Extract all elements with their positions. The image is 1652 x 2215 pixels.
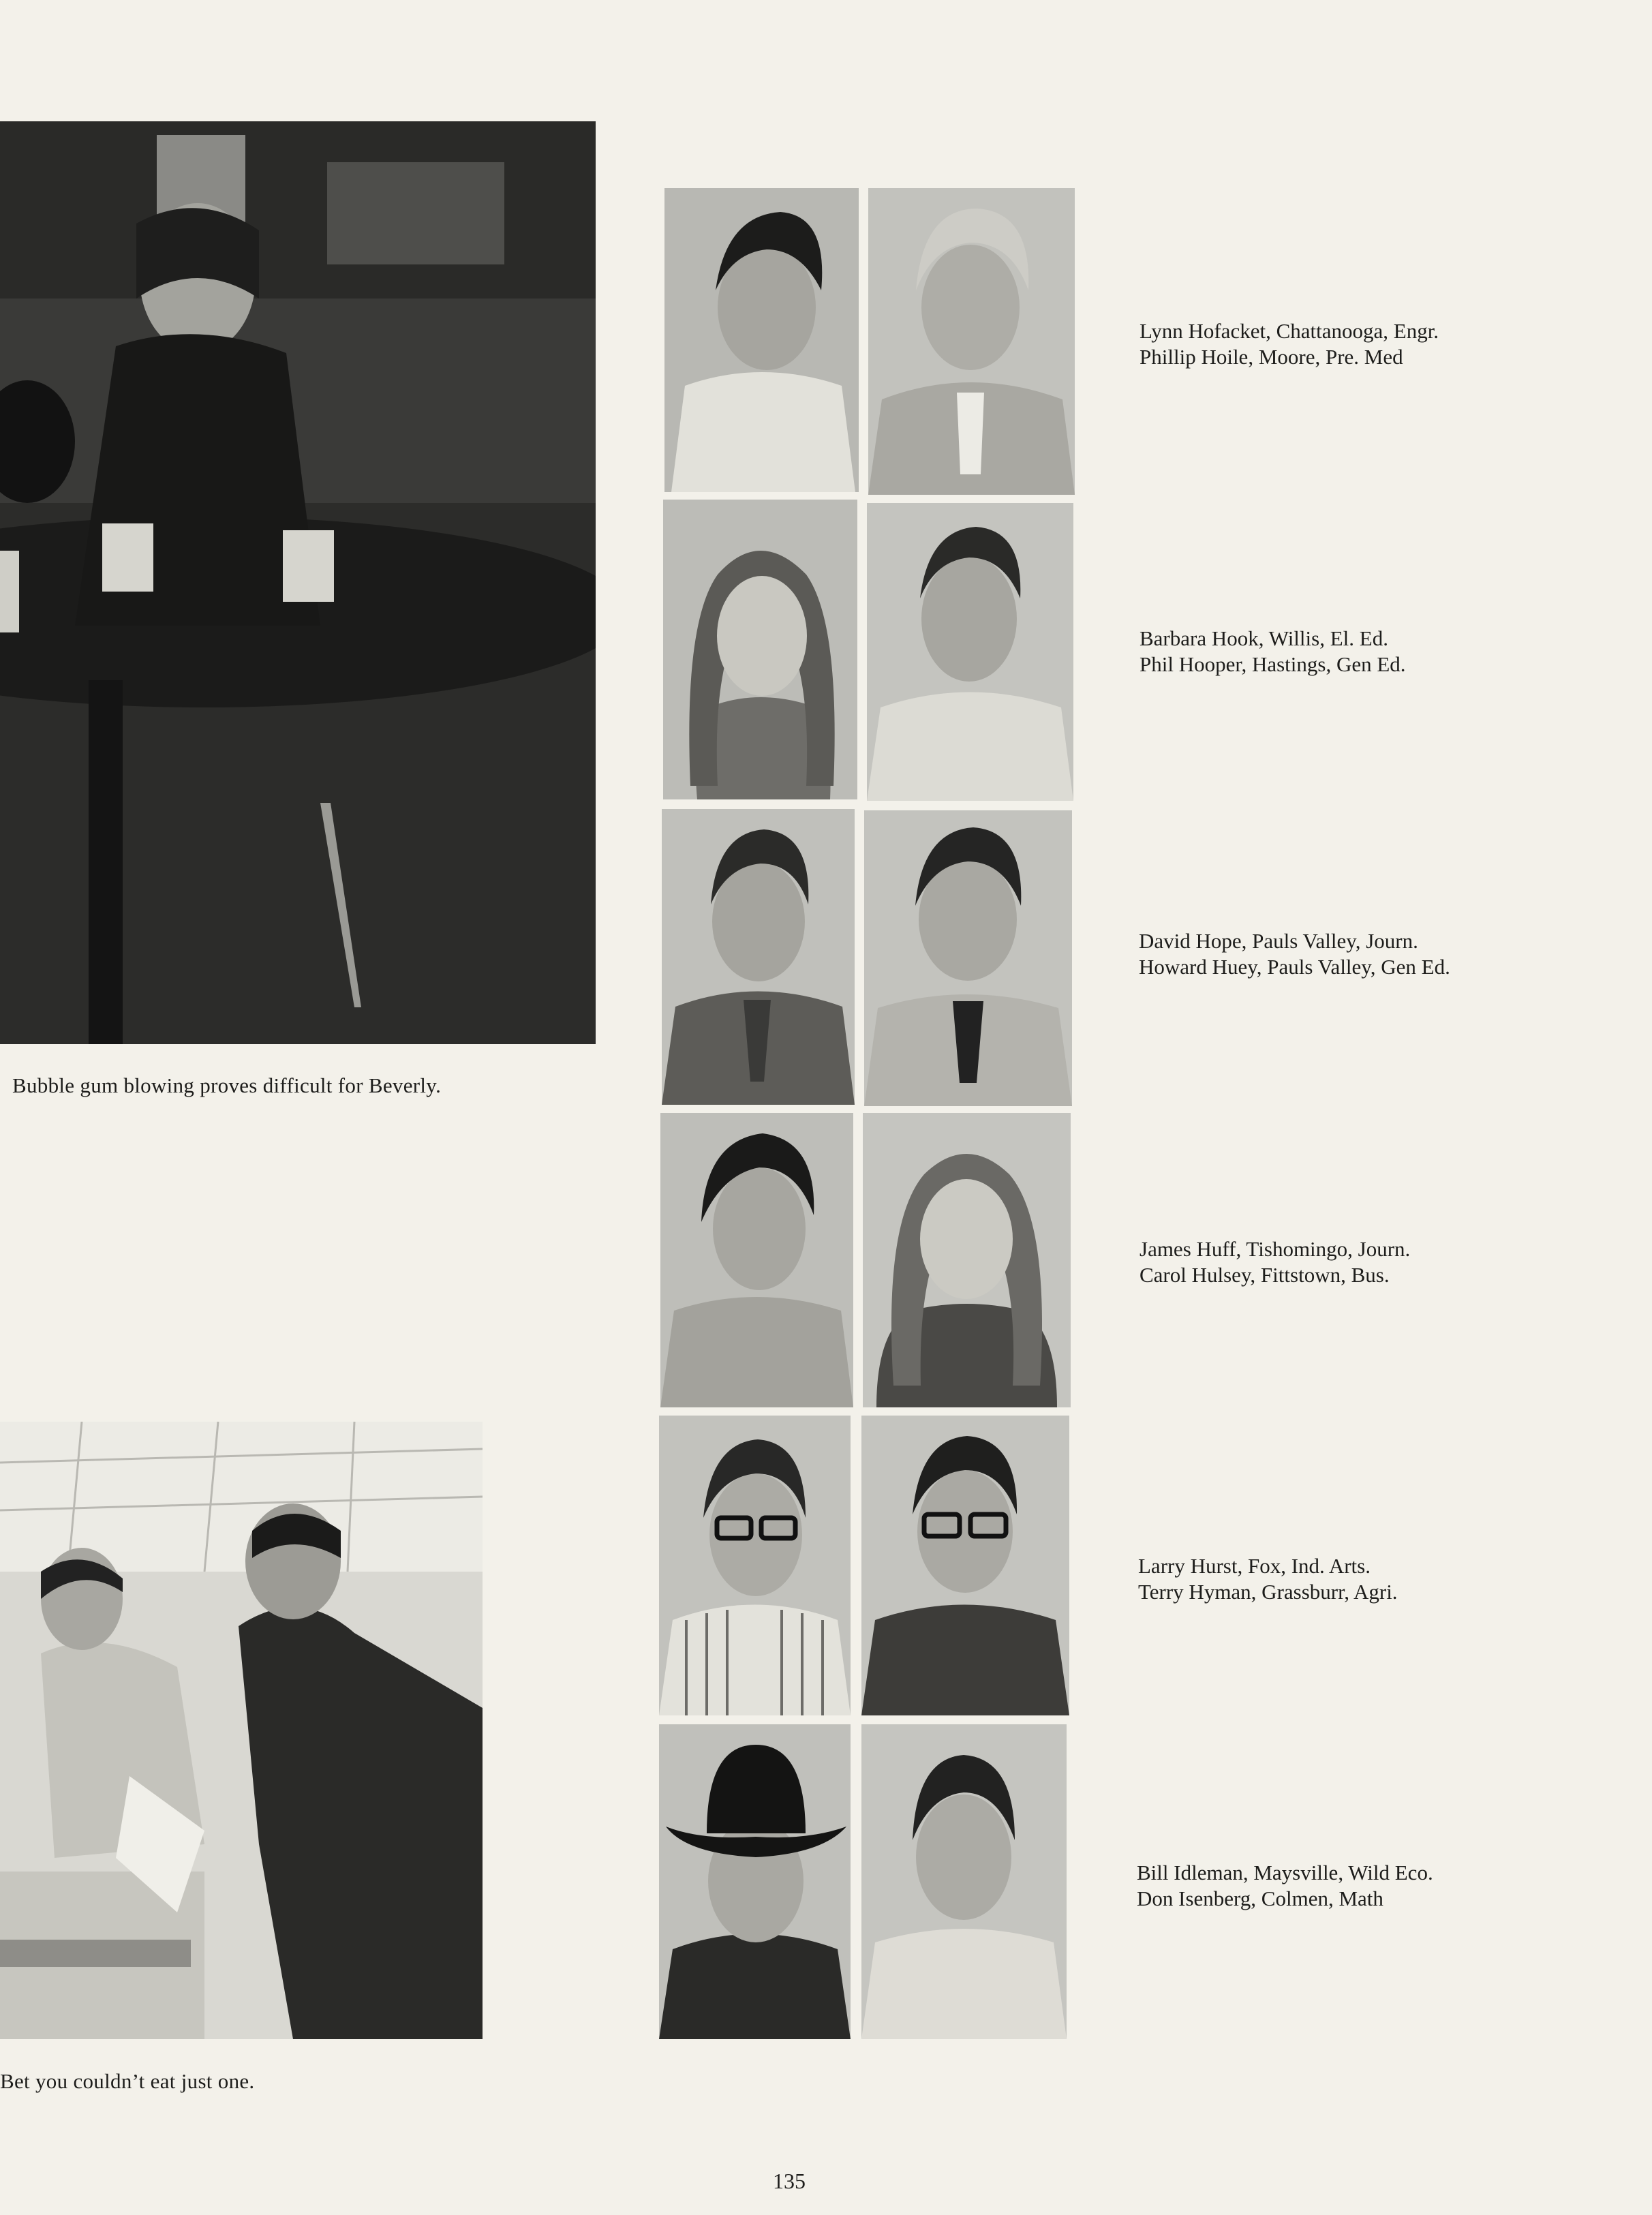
name-entry: David Hope, Pauls Valley, Journ. [1139, 929, 1418, 953]
name-entry: Howard Huey, Pauls Valley, Gen Ed. [1139, 955, 1450, 979]
names-row-4 [1139, 1236, 1410, 1288]
page-number: 135 [773, 2169, 806, 2193]
portrait-howard-huey [864, 810, 1072, 1106]
name-entry: Carol Hulsey, Fittstown, Bus. [1139, 1263, 1390, 1287]
name-entry: Bill Idleman, Maysville, Wild Eco. [1137, 1861, 1433, 1884]
portrait-larry-hurst [659, 1416, 851, 1715]
portrait-james-huff [660, 1113, 853, 1407]
portrait-barbara-hook [663, 500, 857, 799]
portrait-bill-idleman [659, 1724, 851, 2039]
portrait-don-isenberg [861, 1724, 1067, 2039]
name-entry: Terry Hyman, Grassburr, Agri. [1138, 1580, 1398, 1604]
name-entry: Lynn Hofacket, Chattanooga, Engr. [1139, 319, 1439, 343]
name-entry: Don Isenberg, Colmen, Math [1137, 1886, 1383, 1910]
portrait-david-hope [662, 809, 855, 1105]
names-row-5 [1138, 1553, 1398, 1605]
name-entry: Barbara Hook, Willis, El. Ed. [1139, 626, 1388, 650]
names-row-2 [1139, 626, 1406, 677]
candid-photo-bubble-gum [0, 121, 596, 1044]
portrait-terry-hyman [861, 1416, 1069, 1715]
names-row-3 [1139, 928, 1450, 980]
candid-photo-chips [0, 1422, 483, 2039]
name-entry: James Huff, Tishomingo, Journ. [1139, 1237, 1411, 1261]
portrait-carol-hulsey [863, 1113, 1071, 1407]
name-entry: Phillip Hoile, Moore, Pre. Med [1139, 345, 1403, 369]
names-row-1 [1139, 318, 1439, 370]
name-entry: Phil Hooper, Hastings, Gen Ed. [1139, 652, 1406, 676]
portrait-phil-hooper [867, 503, 1073, 801]
names-row-6 [1137, 1860, 1433, 1912]
portrait-phillip-hoile [868, 188, 1075, 495]
caption-bubble-gum: Bubble gum blowing proves difficult for Beverly. [12, 1073, 442, 1097]
portrait-lynn-hofacket [664, 188, 859, 492]
caption-chips: Bet you couldn’t eat just one. [0, 2069, 255, 2093]
name-entry: Larry Hurst, Fox, Ind. Arts. [1138, 1554, 1371, 1578]
